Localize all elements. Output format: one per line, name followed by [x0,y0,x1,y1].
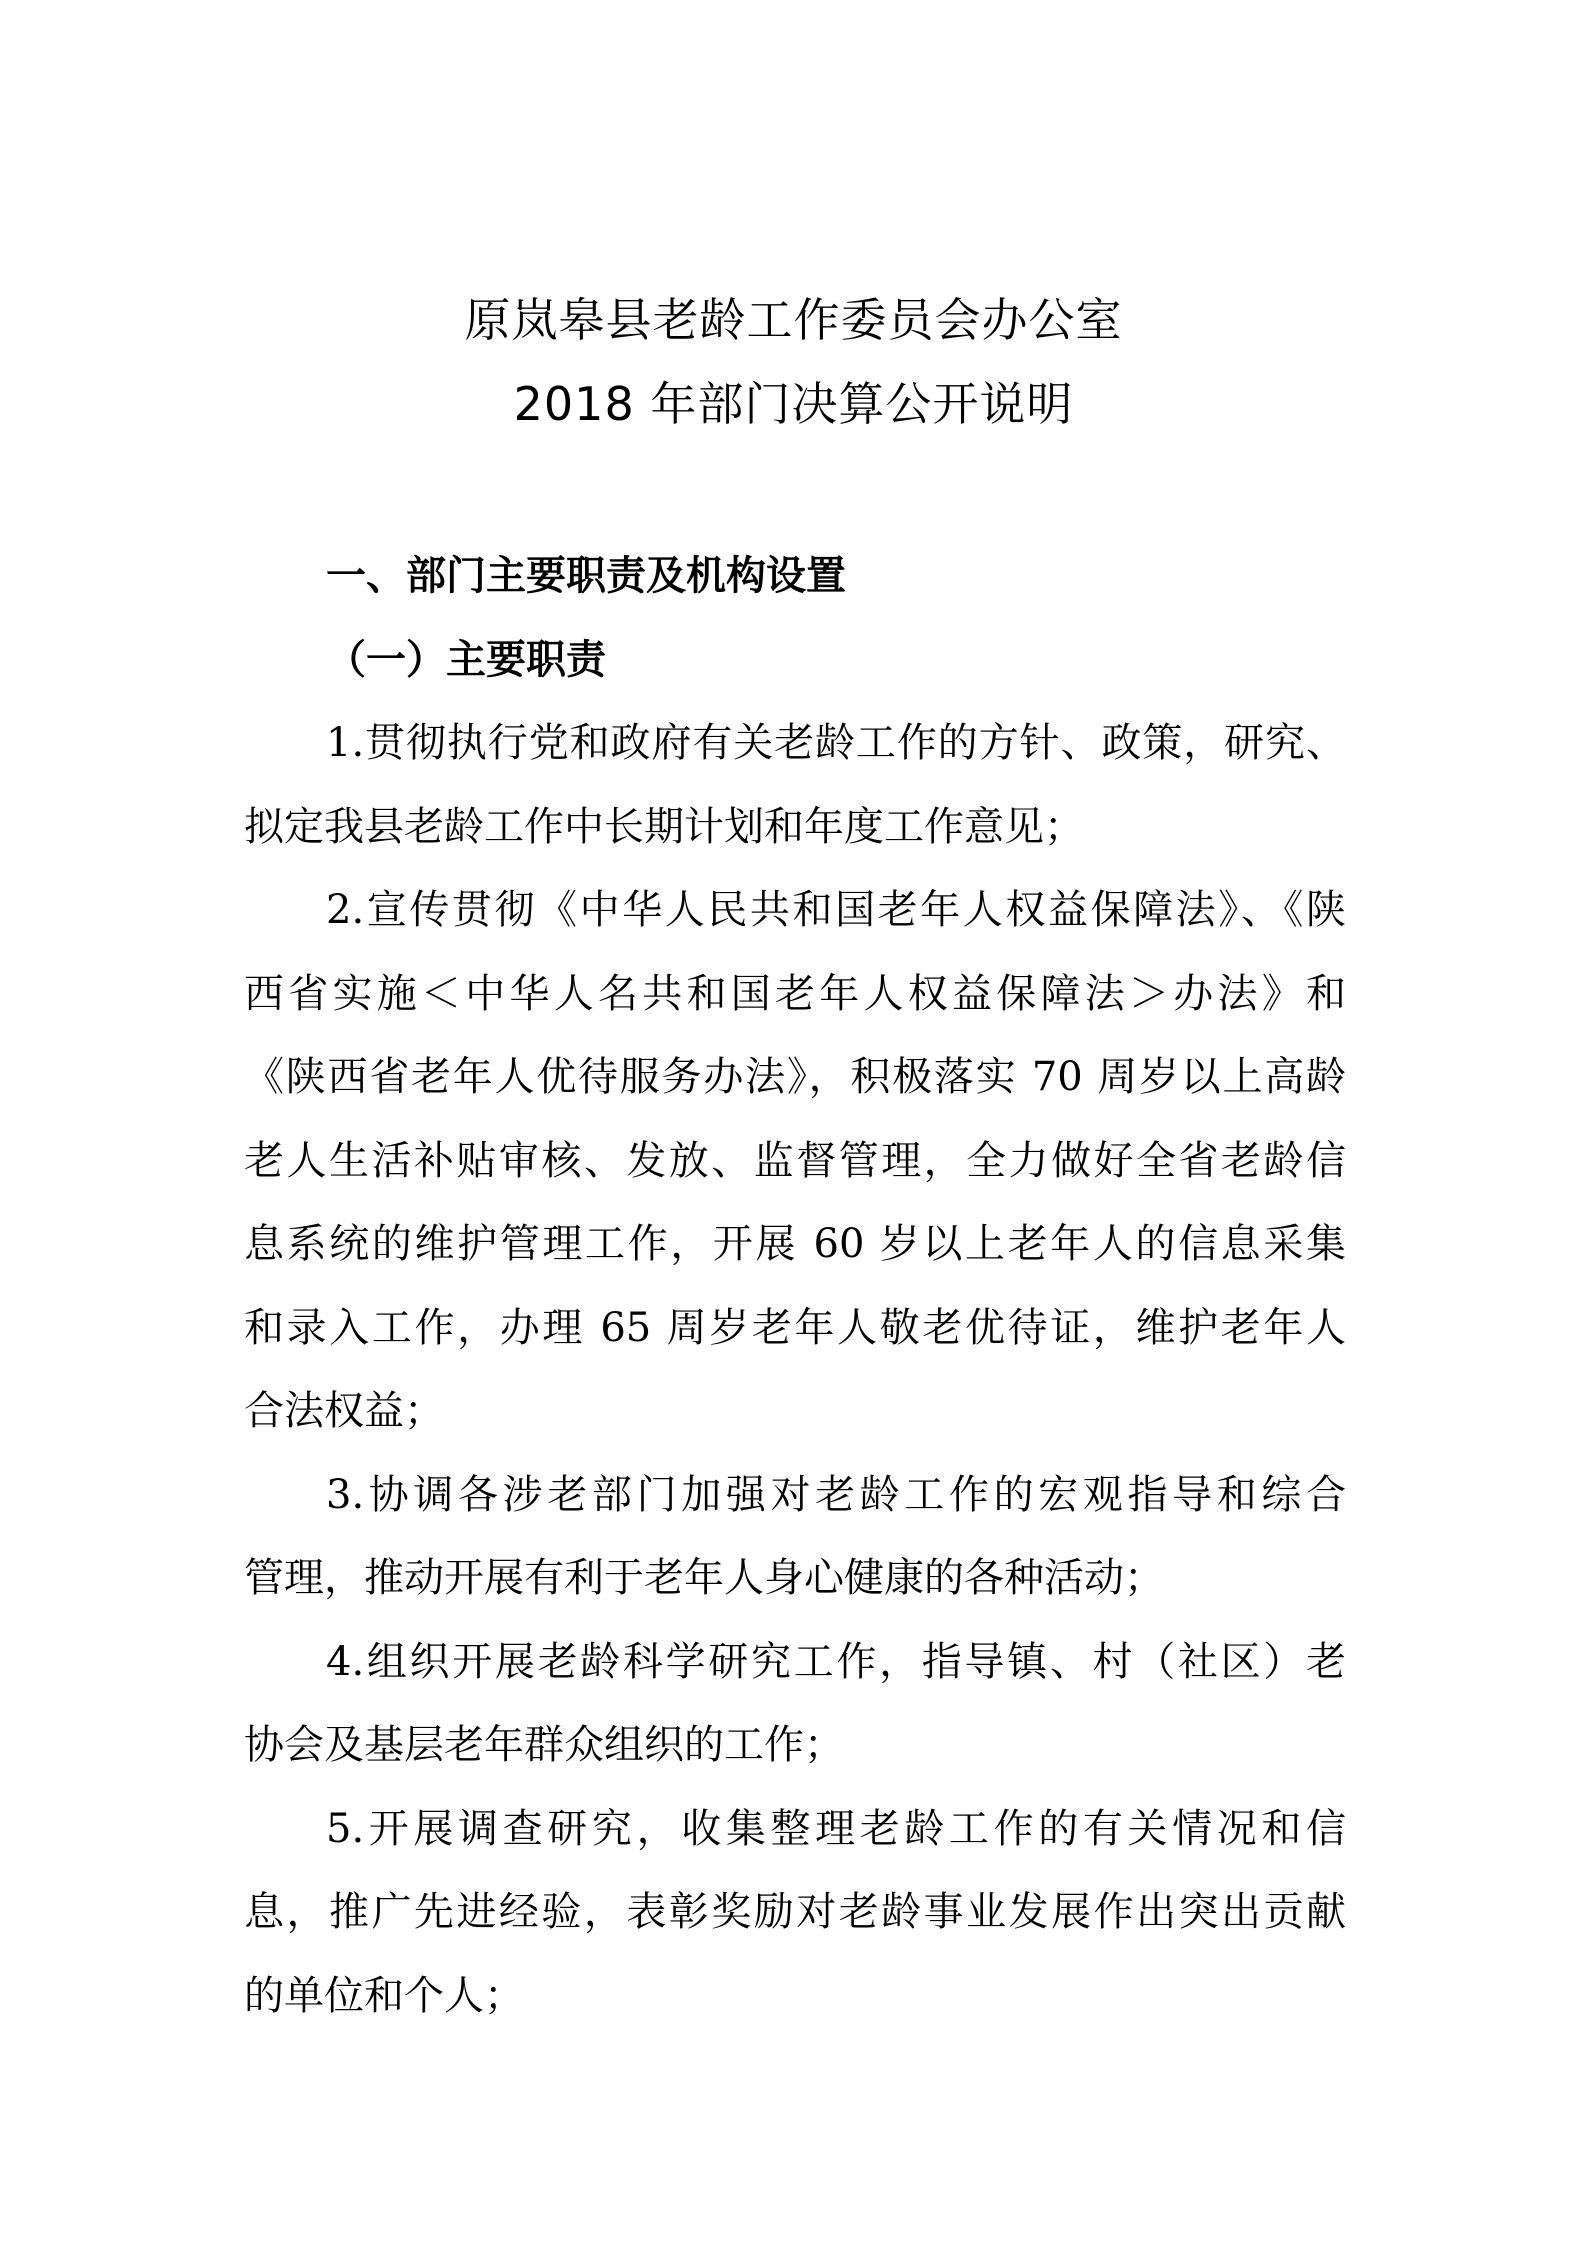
paragraph-line: 管理，推动开展有利于老年人身心健康的各种活动； [244,1555,1164,1601]
duty-item-4 [244,1621,1346,1788]
title-line-2: 2018 年部门决算公开说明 [513,377,1074,431]
duty-item-5 [244,1788,1346,2039]
paragraph-line: 拟定我县老龄工作中长期计划和年度工作意见； [244,803,1084,850]
paragraph-line: 协会及基层老年群众组织的工作； [244,1722,844,1768]
paragraph-line: 3.协调各涉老部门加强对老龄工作的宏观指导和综合 [326,1471,1346,1518]
paragraph-line: 4.组织开展老龄科学研究工作，指导镇、村（社区）老 [326,1638,1346,1685]
duty-item-1 [244,702,1346,869]
paragraph-line: 2.宣传贯彻《中华人民共和国老年人权益保障法》、《陕 [326,887,1346,933]
paragraph-line: 合法权益； [244,1388,444,1434]
paragraph-line: 西省实施＜中华人名共和国老年人权益保障法＞办法》和 [244,970,1346,1017]
paragraph-line: 息系统的维护管理工作，开展 60 岁以上老年人的信息采集 [244,1221,1346,1267]
duty-item-3 [244,1454,1346,1621]
paragraph-line: 的单位和个人； [244,1972,524,2019]
paragraph-line: 5.开展调查研究，收集整理老龄工作的有关情况和信 [326,1805,1346,1852]
paragraph-line: 老人生活补贴审核、发放、监督管理，全力做好全省老龄信 [244,1137,1346,1184]
section-heading: 一、部门主要职责及机构设置 [326,553,846,599]
paragraph-line: 息，推广先进经验，表彰奖励对老龄事业发展作出突出贡献 [244,1889,1346,1935]
document-body [244,535,1346,2038]
duty-item-2 [244,869,1346,1454]
title-line-1: 原岚皋县老龄工作委员会办公室 [464,293,1123,347]
section-subheading: （一）主要职责 [326,636,606,683]
document-title [0,278,1587,446]
paragraph-line: 《陕西省老年人优待服务办法》，积极落实 70 周岁以上高龄 [244,1054,1346,1100]
paragraph-line: 和录入工作，办理 65 周岁老年人敬老优待证，维护老年人 [244,1304,1346,1351]
paragraph-line: 1.贯彻执行党和政府有关老龄工作的方针、政策，研究、 [326,720,1346,766]
